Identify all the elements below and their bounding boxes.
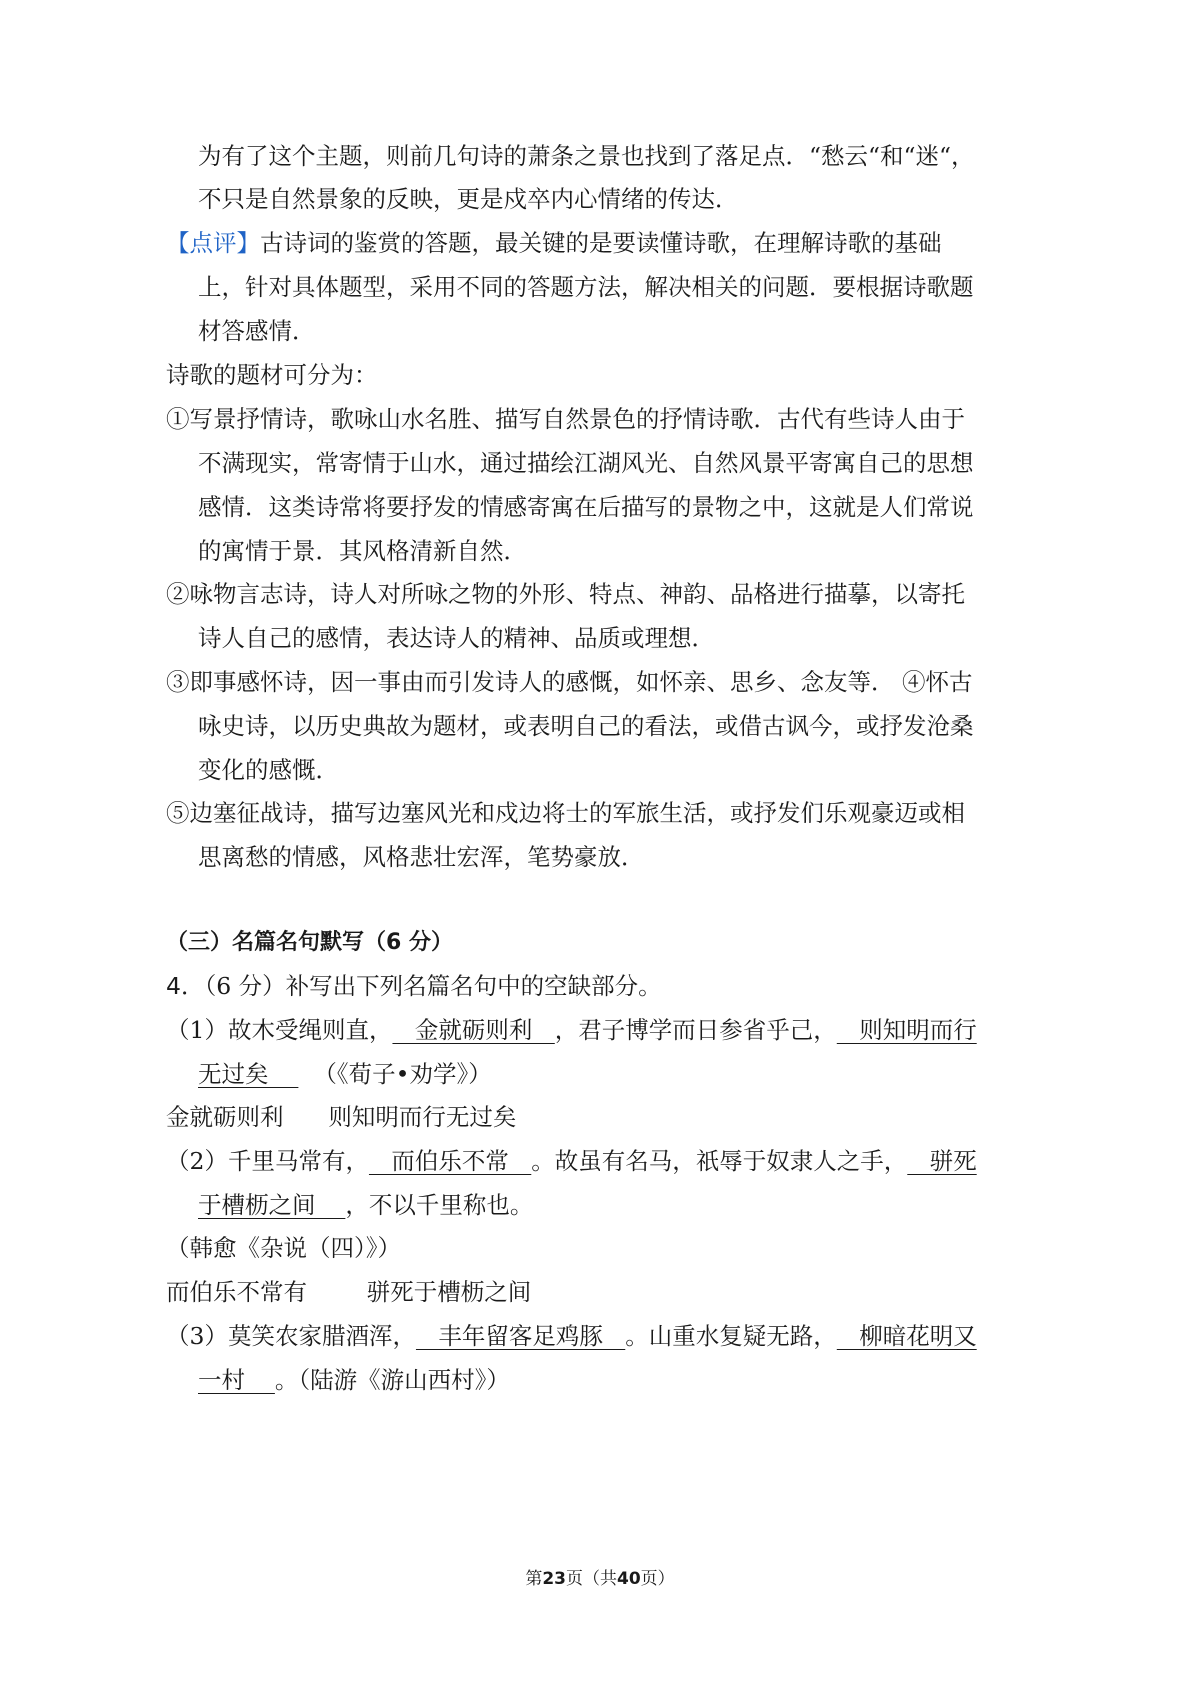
q1-blank-2b: 无过矣 — [198, 1060, 299, 1088]
footer-total-pages: 40 — [617, 1569, 641, 1589]
category-3-line-1: ③即事感怀诗，因一事由而引发诗人的感慨，如怀亲、思乡、念友等． ④怀古 — [166, 668, 973, 696]
category-2-line-2: 诗人自己的感情，表达诗人的精神、品质或理想． — [198, 624, 715, 652]
category-2-line-1: ②咏物言志诗，诗人对所咏之物的外形、特点、神韵、品格进行描摹，以寄托 — [166, 580, 965, 608]
q2-answer: 而伯乐不常有 骈死于槽枥之间 — [166, 1278, 532, 1306]
category-3-line-3: 变化的感慨． — [198, 756, 339, 784]
q2-line-2 — [198, 1191, 534, 1219]
footer-mid: 页（共 — [566, 1569, 617, 1589]
category-3-line-2: 咏史诗，以历史典故为题材，或表明自己的看法，或借古讽今，或抒发沧桑 — [198, 712, 974, 740]
q3-tail: 。（陆游《游山西村》） — [274, 1366, 510, 1394]
category-5-line-1: ⑤边塞征战诗，描写边塞风光和戍边将士的军旅生活，或抒发们乐观豪迈或相 — [166, 799, 965, 827]
comment-line-2: 上，针对具体题型，采用不同的答题方法，解决相关的问题．要根据诗歌题 — [198, 273, 974, 301]
question-number: 4． — [166, 972, 205, 1000]
q2-blank-2a: 骈死 — [907, 1147, 977, 1175]
footer-page-number: 23 — [542, 1569, 566, 1589]
q2-prefix: （2）千里马常有， — [166, 1147, 369, 1175]
comment-text-1: 古诗词的鉴赏的答题，最关键的是要读懂诗歌，在理解诗歌的基础 — [260, 229, 942, 257]
section-heading: （三）名篇名句默写（6 分） — [166, 930, 453, 955]
comment-line-1 — [166, 229, 942, 257]
category-1-line-4: 的寓情于景．其风格清新自然． — [198, 537, 527, 565]
q1-blank-1: 金就砺则利 — [392, 1016, 555, 1044]
category-1-line-3: 感情．这类诗常将要抒发的情感寄寓在后描写的景物之中，这就是人们常说 — [198, 493, 974, 521]
page-footer — [0, 1564, 1200, 1589]
q1-line-1 — [166, 1016, 977, 1044]
footer-post: 页） — [640, 1569, 675, 1589]
categories-intro: 诗歌的题材可分为： — [166, 361, 378, 389]
q1-prefix: （1）故木受绳则直， — [166, 1016, 393, 1044]
category-1-line-1: ①写景抒情诗，歌咏山水名胜、描写自然景色的抒情诗歌．古代有些诗人由于 — [166, 405, 965, 433]
comment-line-3: 材答感情． — [198, 317, 316, 345]
q2-line-1 — [166, 1147, 977, 1175]
q2-blank-1: 而伯乐不常 — [368, 1147, 532, 1175]
q1-source: （《荀子•劝学》） — [313, 1060, 492, 1088]
footer-pre: 第 — [525, 1569, 543, 1589]
q2-mid: 。故虽有名马，祇辱于奴隶人之手， — [531, 1147, 908, 1175]
q3-blank-2b: 一村 — [198, 1366, 275, 1394]
q2-source: （韩愈《杂说（四）》） — [166, 1234, 401, 1262]
q1-answer: 金就砺则利 则知明而行无过矣 — [166, 1103, 517, 1131]
q1-mid: ，君子博学而日参省乎己， — [554, 1016, 837, 1044]
category-1-line-2: 不满现实，常寄情于山水，通过描绘江湖风光、自然风景平寄寓自己的思想 — [198, 449, 974, 477]
analysis-line-1: 为有了这个主题，则前几句诗的萧条之景也找到了落足点．“愁云“和“迷“， — [198, 142, 975, 170]
q3-line-1 — [166, 1322, 977, 1350]
q3-prefix: （3）莫笑农家腊酒浑， — [166, 1322, 416, 1350]
question-4-stem — [166, 972, 662, 1000]
q2-tail: ，不以千里称也。 — [345, 1191, 534, 1219]
q3-blank-1: 丰年留客足鸡豚 — [415, 1322, 626, 1350]
q1-line-2 — [198, 1060, 492, 1088]
q1-blank-2a: 则知明而行 — [836, 1016, 977, 1044]
analysis-line-2: 不只是自然景象的反映，更是戍卒内心情绪的传达． — [198, 185, 739, 213]
q3-line-2 — [198, 1366, 510, 1394]
category-5-line-2: 思离愁的情感，风格悲壮宏浑，笔势豪放． — [198, 843, 645, 871]
q3-blank-2a: 柳暗花明又 — [836, 1322, 977, 1350]
comment-tag: 【点评】 — [166, 229, 260, 257]
q3-mid: 。山重水复疑无路， — [625, 1322, 837, 1350]
question-stem-text: （6 分）补写出下列名篇名句中的空缺部分。 — [204, 972, 662, 1000]
q2-blank-2b: 于槽枥之间 — [198, 1191, 346, 1219]
